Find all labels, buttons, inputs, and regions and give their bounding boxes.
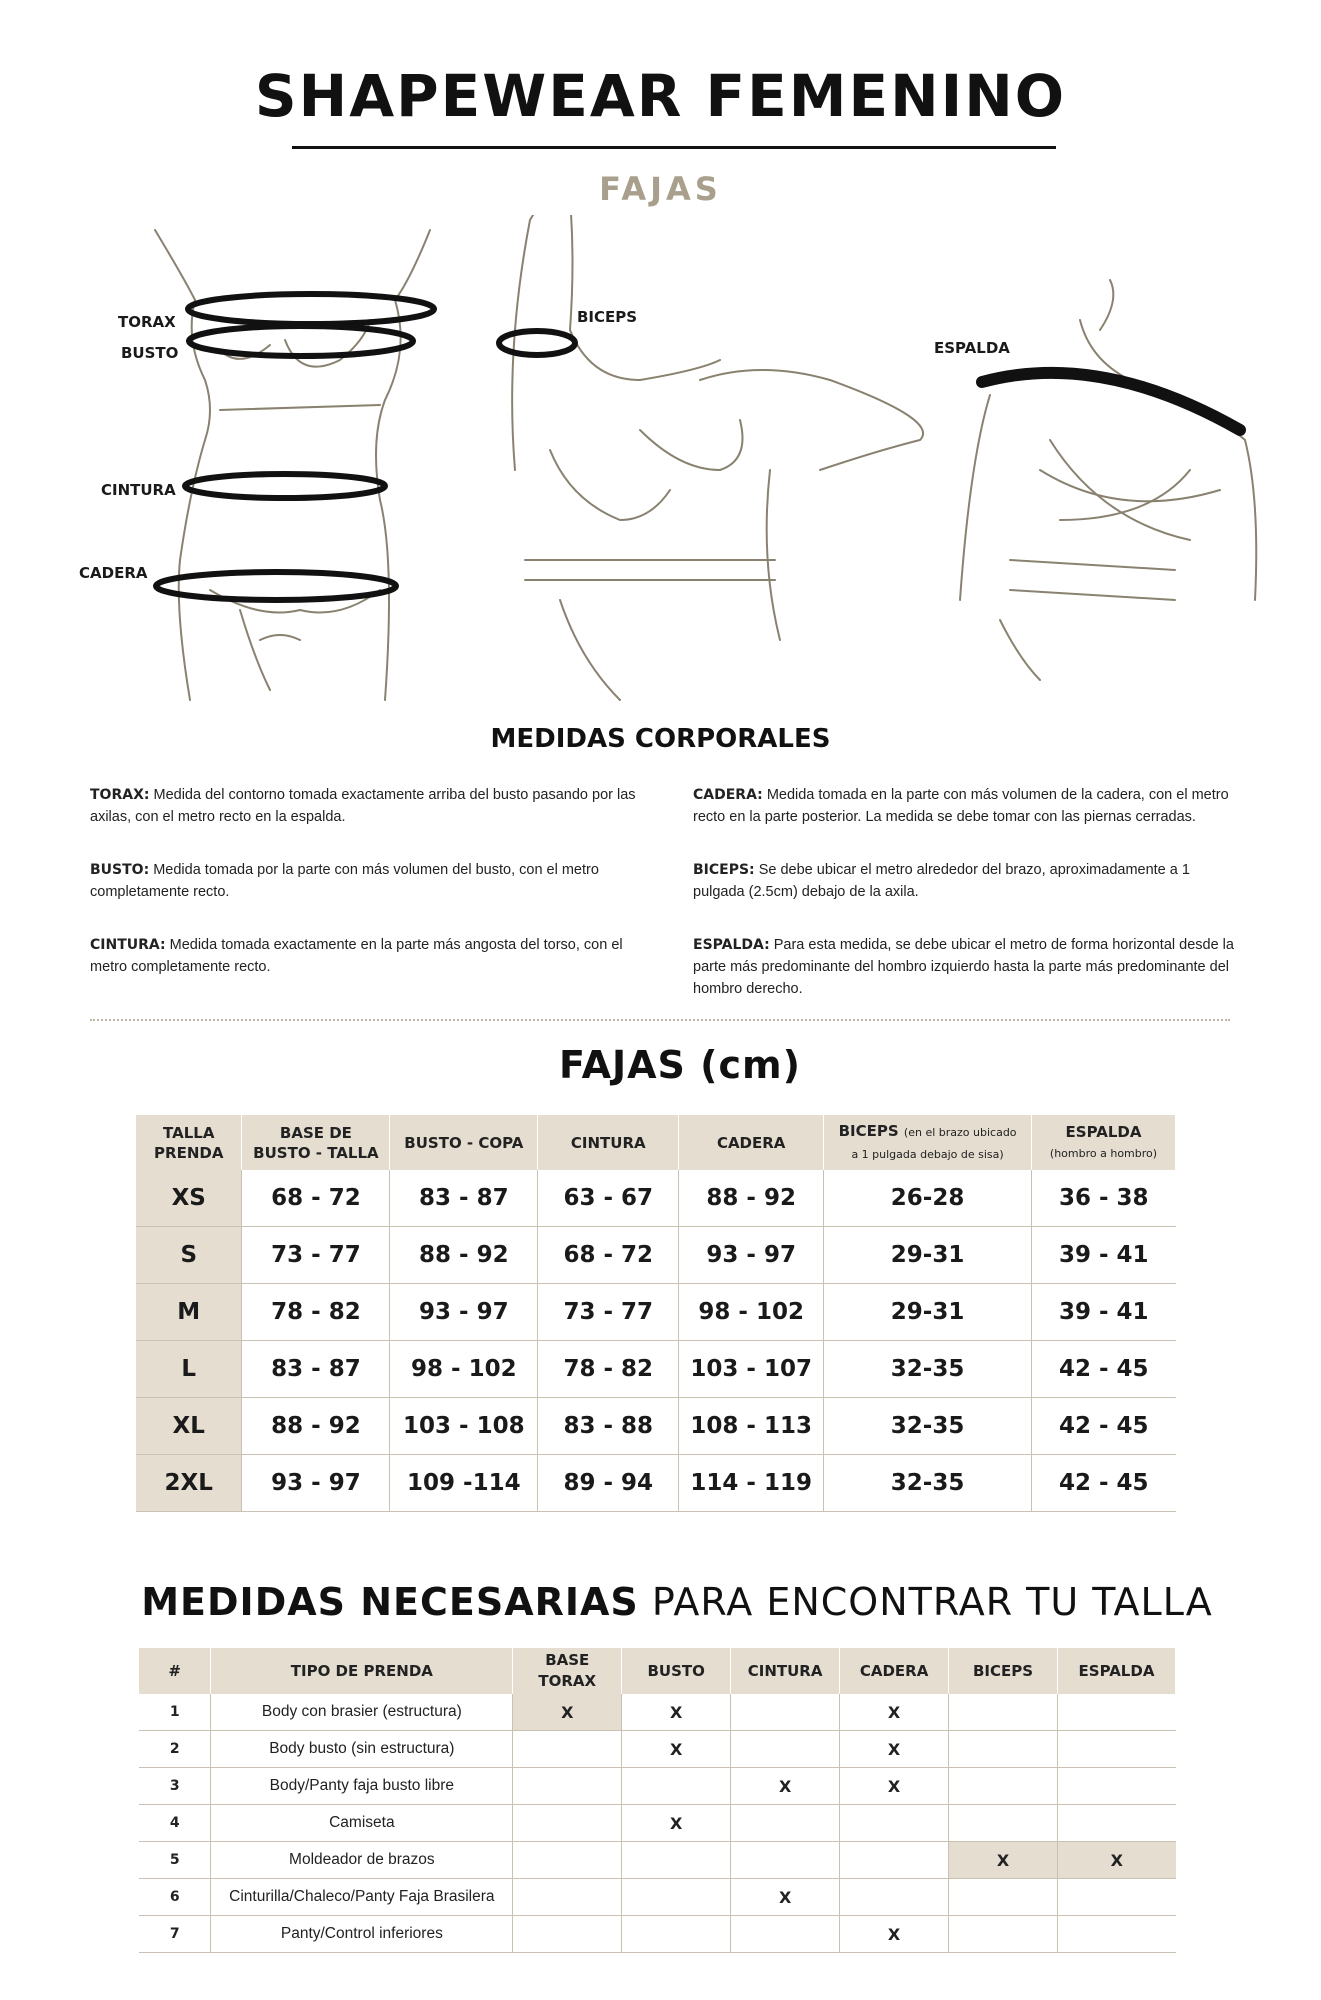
header-text: ESPALDA <box>1065 1122 1142 1141</box>
table-row <box>136 1398 1176 1455</box>
size-value: 89 - 94 <box>538 1455 679 1512</box>
garment-type: Body con brasier (estructura) <box>211 1694 513 1731</box>
size-value: 63 - 67 <box>538 1170 679 1227</box>
header-note: (hombro a hombro) <box>1049 1146 1158 1160</box>
empty-cell <box>840 1842 949 1879</box>
header-text: BASE <box>545 1651 590 1669</box>
table-row <box>136 1455 1176 1512</box>
needed-measures-table <box>139 1648 1176 1953</box>
header-base <box>242 1115 390 1170</box>
definition-term: ESPALDA: <box>693 937 770 953</box>
definition-text: Para esta medida, se debe ubicar el metro de forma horizontal desde la parte más predominante del hombro izquierdo hasta la parte más predominante del hombro derecho. <box>693 937 1234 997</box>
garment-type: Body busto (sin estructura) <box>211 1731 513 1768</box>
needed-table-body <box>139 1694 1176 1953</box>
needed-header-row <box>139 1648 1176 1694</box>
size-value: 103 - 107 <box>679 1341 824 1398</box>
size-value: 39 - 41 <box>1032 1284 1176 1341</box>
size-value: 42 - 45 <box>1032 1398 1176 1455</box>
empty-cell <box>1057 1731 1175 1768</box>
header-biceps <box>824 1115 1032 1170</box>
size-value: 93 - 97 <box>679 1227 824 1284</box>
label-busto: BUSTO <box>121 344 179 362</box>
required-mark: X <box>731 1768 840 1805</box>
empty-cell <box>840 1879 949 1916</box>
size-value: 88 - 92 <box>679 1170 824 1227</box>
label-cadera: CADERA <box>79 564 148 582</box>
empty-cell <box>731 1842 840 1879</box>
header-text: BASE DE <box>279 1123 352 1142</box>
size-table-heading: FAJAS (cm) <box>558 1043 801 1087</box>
empty-cell <box>622 1916 731 1953</box>
header-cintura: CINTURA <box>731 1648 840 1694</box>
header-tipo: TIPO DE PRENDA <box>211 1648 513 1694</box>
busto-band <box>189 326 413 356</box>
definition-text: Medida tomada por la parte con más volumen del busto, con el metro completamente recto. <box>90 862 599 900</box>
size-value: 88 - 92 <box>242 1398 390 1455</box>
size-value: 83 - 88 <box>538 1398 679 1455</box>
page-title: SHAPEWEAR FEMENINO <box>254 62 1067 130</box>
required-mark: X <box>513 1694 622 1731</box>
empty-cell <box>731 1694 840 1731</box>
row-number: 7 <box>139 1916 211 1953</box>
cintura-band <box>185 474 385 498</box>
label-espalda: ESPALDA <box>934 339 1010 357</box>
empty-cell <box>949 1805 1058 1842</box>
empty-cell <box>840 1805 949 1842</box>
size-value: 83 - 87 <box>390 1170 538 1227</box>
header-text: TALLA <box>163 1123 215 1142</box>
table-row <box>139 1916 1176 1953</box>
header-text: BICEPS <box>838 1121 899 1140</box>
definition-text: Medida tomada exactamente en la parte más angosta del torso, con el metro completamente recto. <box>90 937 623 975</box>
definition-term: CINTURA: <box>90 937 166 953</box>
header-busto: BUSTO - COPA <box>390 1115 538 1170</box>
body-measurement-illustrations <box>0 215 1321 715</box>
header-num: # <box>139 1648 211 1694</box>
definition-term: TORAX: <box>90 787 150 803</box>
size-value: 78 - 82 <box>538 1341 679 1398</box>
empty-cell <box>949 1879 1058 1916</box>
definition-text: Medida del contorno tomada exactamente arriba del busto pasando por las axilas, con el metro recto en la espalda. <box>90 787 636 825</box>
size-value: 78 - 82 <box>242 1284 390 1341</box>
size-value: 103 - 108 <box>390 1398 538 1455</box>
header-note: a 1 pulgada debajo de sisa) <box>851 1147 1004 1161</box>
table-row <box>139 1805 1176 1842</box>
definition-cintura <box>90 934 660 978</box>
empty-cell <box>513 1805 622 1842</box>
empty-cell <box>949 1916 1058 1953</box>
garment-type: Camiseta <box>211 1805 513 1842</box>
label-biceps: BICEPS <box>577 308 638 326</box>
empty-cell <box>513 1731 622 1768</box>
size-value: 93 - 97 <box>242 1455 390 1512</box>
size-label: XS <box>136 1170 242 1227</box>
required-mark: X <box>622 1731 731 1768</box>
size-label: M <box>136 1284 242 1341</box>
size-value: 29-31 <box>824 1227 1032 1284</box>
label-cintura: CINTURA <box>101 481 176 499</box>
medidas-heading: MEDIDAS CORPORALES <box>490 724 831 754</box>
empty-cell <box>949 1694 1058 1731</box>
empty-cell <box>1057 1694 1175 1731</box>
size-value: 98 - 102 <box>679 1284 824 1341</box>
header-busto: BUSTO <box>622 1648 731 1694</box>
table-row <box>139 1768 1176 1805</box>
empty-cell <box>1057 1805 1175 1842</box>
size-value: 32-35 <box>824 1455 1032 1512</box>
definition-biceps <box>693 859 1233 903</box>
header-text: BUSTO - TALLA <box>253 1143 379 1162</box>
row-number: 6 <box>139 1879 211 1916</box>
size-value: 88 - 92 <box>390 1227 538 1284</box>
row-number: 2 <box>139 1731 211 1768</box>
header-espalda: ESPALDA <box>1057 1648 1175 1694</box>
biceps-band <box>499 331 575 355</box>
header-talla <box>136 1115 242 1170</box>
page-subtitle: FAJAS <box>599 170 722 208</box>
required-mark: X <box>731 1879 840 1916</box>
row-number: 1 <box>139 1694 211 1731</box>
definition-term: CADERA: <box>693 787 763 803</box>
definition-text: Se debe ubicar el metro alrededor del brazo, aproximadamente a 1 pulgada (2.5cm) debajo de la axila. <box>693 862 1190 900</box>
row-number: 5 <box>139 1842 211 1879</box>
empty-cell <box>1057 1879 1175 1916</box>
size-value: 98 - 102 <box>390 1341 538 1398</box>
size-value: 109 -114 <box>390 1455 538 1512</box>
size-value: 68 - 72 <box>242 1170 390 1227</box>
needed-heading <box>0 1580 1321 1624</box>
table-row <box>136 1170 1176 1227</box>
size-value: 32-35 <box>824 1341 1032 1398</box>
header-base-torax <box>513 1648 622 1694</box>
arm-raised-figure <box>512 215 923 700</box>
table-row <box>139 1731 1176 1768</box>
empty-cell <box>949 1731 1058 1768</box>
empty-cell <box>513 1842 622 1879</box>
table-row <box>136 1341 1176 1398</box>
required-mark: X <box>1057 1842 1175 1879</box>
size-label: S <box>136 1227 242 1284</box>
size-label: L <box>136 1341 242 1398</box>
definition-torax <box>90 784 660 828</box>
definition-term: BICEPS: <box>693 862 755 878</box>
label-torax: TORAX <box>118 313 176 331</box>
size-table-body <box>136 1170 1176 1512</box>
header-cintura: CINTURA <box>538 1115 679 1170</box>
front-measure-bands <box>156 294 434 600</box>
header-biceps: BICEPS <box>949 1648 1058 1694</box>
size-label: 2XL <box>136 1455 242 1512</box>
header-note: (en el brazo ubicado <box>903 1125 1017 1139</box>
header-text: PRENDA <box>154 1143 224 1162</box>
empty-cell <box>1057 1768 1175 1805</box>
empty-cell <box>513 1916 622 1953</box>
size-value: 36 - 38 <box>1032 1170 1176 1227</box>
size-value: 93 - 97 <box>390 1284 538 1341</box>
dotted-divider <box>90 1019 1230 1021</box>
front-torso-figure <box>155 230 430 700</box>
garment-type: Body/Panty faja busto libre <box>211 1768 513 1805</box>
empty-cell <box>622 1842 731 1879</box>
empty-cell <box>731 1805 840 1842</box>
table-row <box>139 1842 1176 1879</box>
required-mark: X <box>622 1805 731 1842</box>
definition-term: BUSTO: <box>90 862 150 878</box>
definition-espalda <box>693 934 1238 1000</box>
header-cadera: CADERA <box>679 1115 824 1170</box>
size-value: 39 - 41 <box>1032 1227 1176 1284</box>
header-cadera: CADERA <box>840 1648 949 1694</box>
header-espalda <box>1032 1115 1176 1170</box>
size-value: 42 - 45 <box>1032 1455 1176 1512</box>
empty-cell <box>731 1916 840 1953</box>
needed-heading-rest: PARA ENCONTRAR TU TALLA <box>651 1580 1213 1624</box>
table-row <box>139 1879 1176 1916</box>
row-number: 4 <box>139 1805 211 1842</box>
garment-type: Cinturilla/Chaleco/Panty Faja Brasilera <box>211 1879 513 1916</box>
required-mark: X <box>840 1731 949 1768</box>
required-mark: X <box>622 1694 731 1731</box>
definition-text: Medida tomada en la parte con más volumen de la cadera, con el metro recto en la parte posterior. La medida se debe tomar con las piernas cerradas. <box>693 787 1229 825</box>
title-divider <box>292 146 1056 149</box>
required-mark: X <box>840 1694 949 1731</box>
required-mark: X <box>949 1842 1058 1879</box>
garment-type: Moldeador de brazos <box>211 1842 513 1879</box>
empty-cell <box>731 1731 840 1768</box>
row-number: 3 <box>139 1768 211 1805</box>
empty-cell <box>513 1879 622 1916</box>
size-value: 29-31 <box>824 1284 1032 1341</box>
espalda-band <box>982 373 1240 430</box>
size-value: 73 - 77 <box>242 1227 390 1284</box>
cadera-band <box>156 572 396 600</box>
size-value: 73 - 77 <box>538 1284 679 1341</box>
size-value: 42 - 45 <box>1032 1341 1176 1398</box>
size-value: 26-28 <box>824 1170 1032 1227</box>
empty-cell <box>622 1768 731 1805</box>
definition-cadera <box>693 784 1263 828</box>
size-table-header-row <box>136 1115 1176 1170</box>
table-row <box>136 1284 1176 1341</box>
definition-busto <box>90 859 660 903</box>
size-value: 114 - 119 <box>679 1455 824 1512</box>
size-value: 32-35 <box>824 1398 1032 1455</box>
needed-heading-bold: MEDIDAS NECESARIAS <box>141 1580 639 1624</box>
table-row <box>139 1694 1176 1731</box>
required-mark: X <box>840 1768 949 1805</box>
size-value: 83 - 87 <box>242 1341 390 1398</box>
empty-cell <box>513 1768 622 1805</box>
header-text: TORAX <box>538 1672 597 1690</box>
size-label: XL <box>136 1398 242 1455</box>
size-value: 68 - 72 <box>538 1227 679 1284</box>
required-mark: X <box>840 1916 949 1953</box>
empty-cell <box>622 1879 731 1916</box>
garment-type: Panty/Control inferiores <box>211 1916 513 1953</box>
size-value: 108 - 113 <box>679 1398 824 1455</box>
table-row <box>136 1227 1176 1284</box>
empty-cell <box>949 1768 1058 1805</box>
size-table <box>136 1115 1176 1512</box>
empty-cell <box>1057 1916 1175 1953</box>
